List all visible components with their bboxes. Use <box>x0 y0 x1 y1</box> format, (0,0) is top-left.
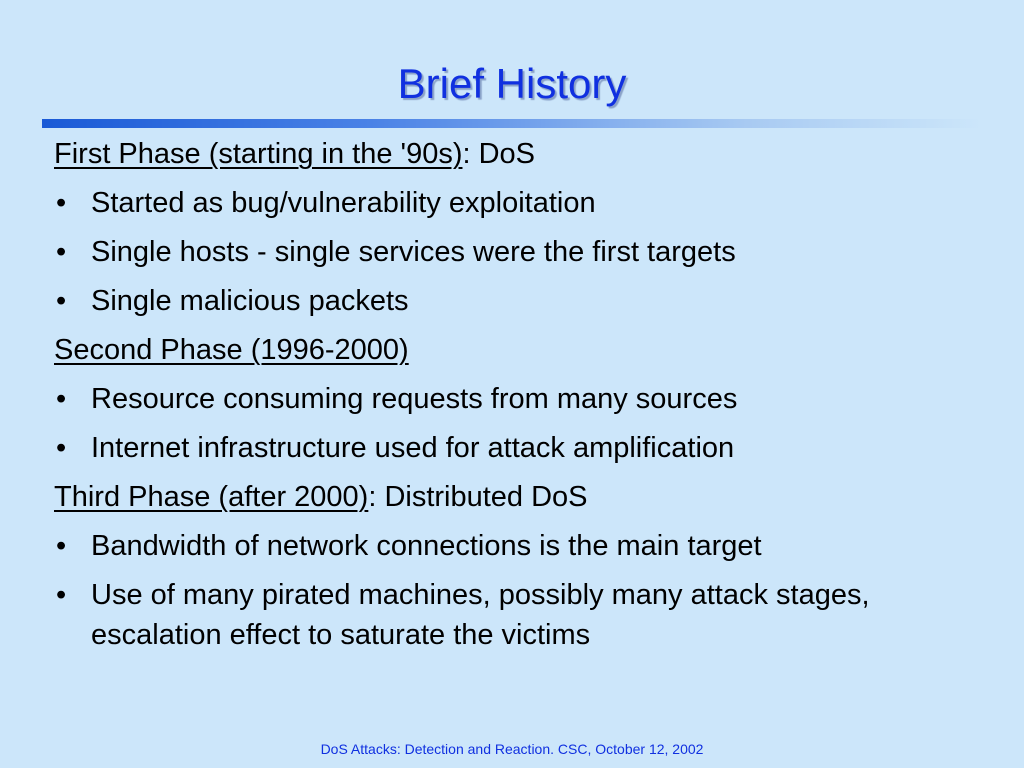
bullet-glyph: • <box>56 432 67 464</box>
title-divider <box>42 119 982 128</box>
bullet-text: Use of many pirated machines, possibly many attack stages, escalation effect to saturate the victims <box>91 579 870 651</box>
phase-heading-label: First Phase (starting in the '90s) <box>54 138 463 170</box>
bullet-item <box>54 428 994 477</box>
bullet-item <box>54 232 994 281</box>
phase-heading-first <box>54 134 994 183</box>
slide-title: Brief History <box>397 60 627 107</box>
phase-heading-label: Third Phase (after 2000) <box>54 481 369 513</box>
bullet-glyph: • <box>56 236 67 268</box>
bullet-glyph: • <box>56 383 67 415</box>
bullet-glyph: • <box>56 579 67 611</box>
bullet-item <box>54 379 994 428</box>
bullet-item <box>54 575 994 655</box>
bullet-text: Internet infrastructure used for attack amplification <box>91 432 735 464</box>
phase-heading-suffix: : DoS <box>462 138 536 170</box>
bullet-text: Bandwidth of network connections is the main target <box>91 530 762 562</box>
slide-body <box>54 134 994 655</box>
bullet-text: Resource consuming requests from many sources <box>91 383 738 415</box>
bullet-glyph: • <box>56 187 67 219</box>
phase-heading-label: Second Phase (1996-2000) <box>54 334 409 366</box>
bullet-item <box>54 183 994 232</box>
bullet-text: Started as bug/vulnerability exploitation <box>91 187 596 219</box>
bullet-text: Single malicious packets <box>91 285 409 317</box>
phase-heading-suffix: : Distributed DoS <box>368 481 588 513</box>
slide-footer: DoS Attacks: Detection and Reaction. CSC, October 12, 2002 <box>320 741 704 757</box>
bullet-item <box>54 281 994 330</box>
bullet-glyph: • <box>56 530 67 562</box>
bullet-glyph: • <box>56 285 67 317</box>
bullet-item <box>54 526 994 575</box>
phase-heading-second <box>54 330 994 379</box>
phase-heading-third <box>54 477 994 526</box>
bullet-text: Single hosts - single services were the first targets <box>91 236 736 268</box>
